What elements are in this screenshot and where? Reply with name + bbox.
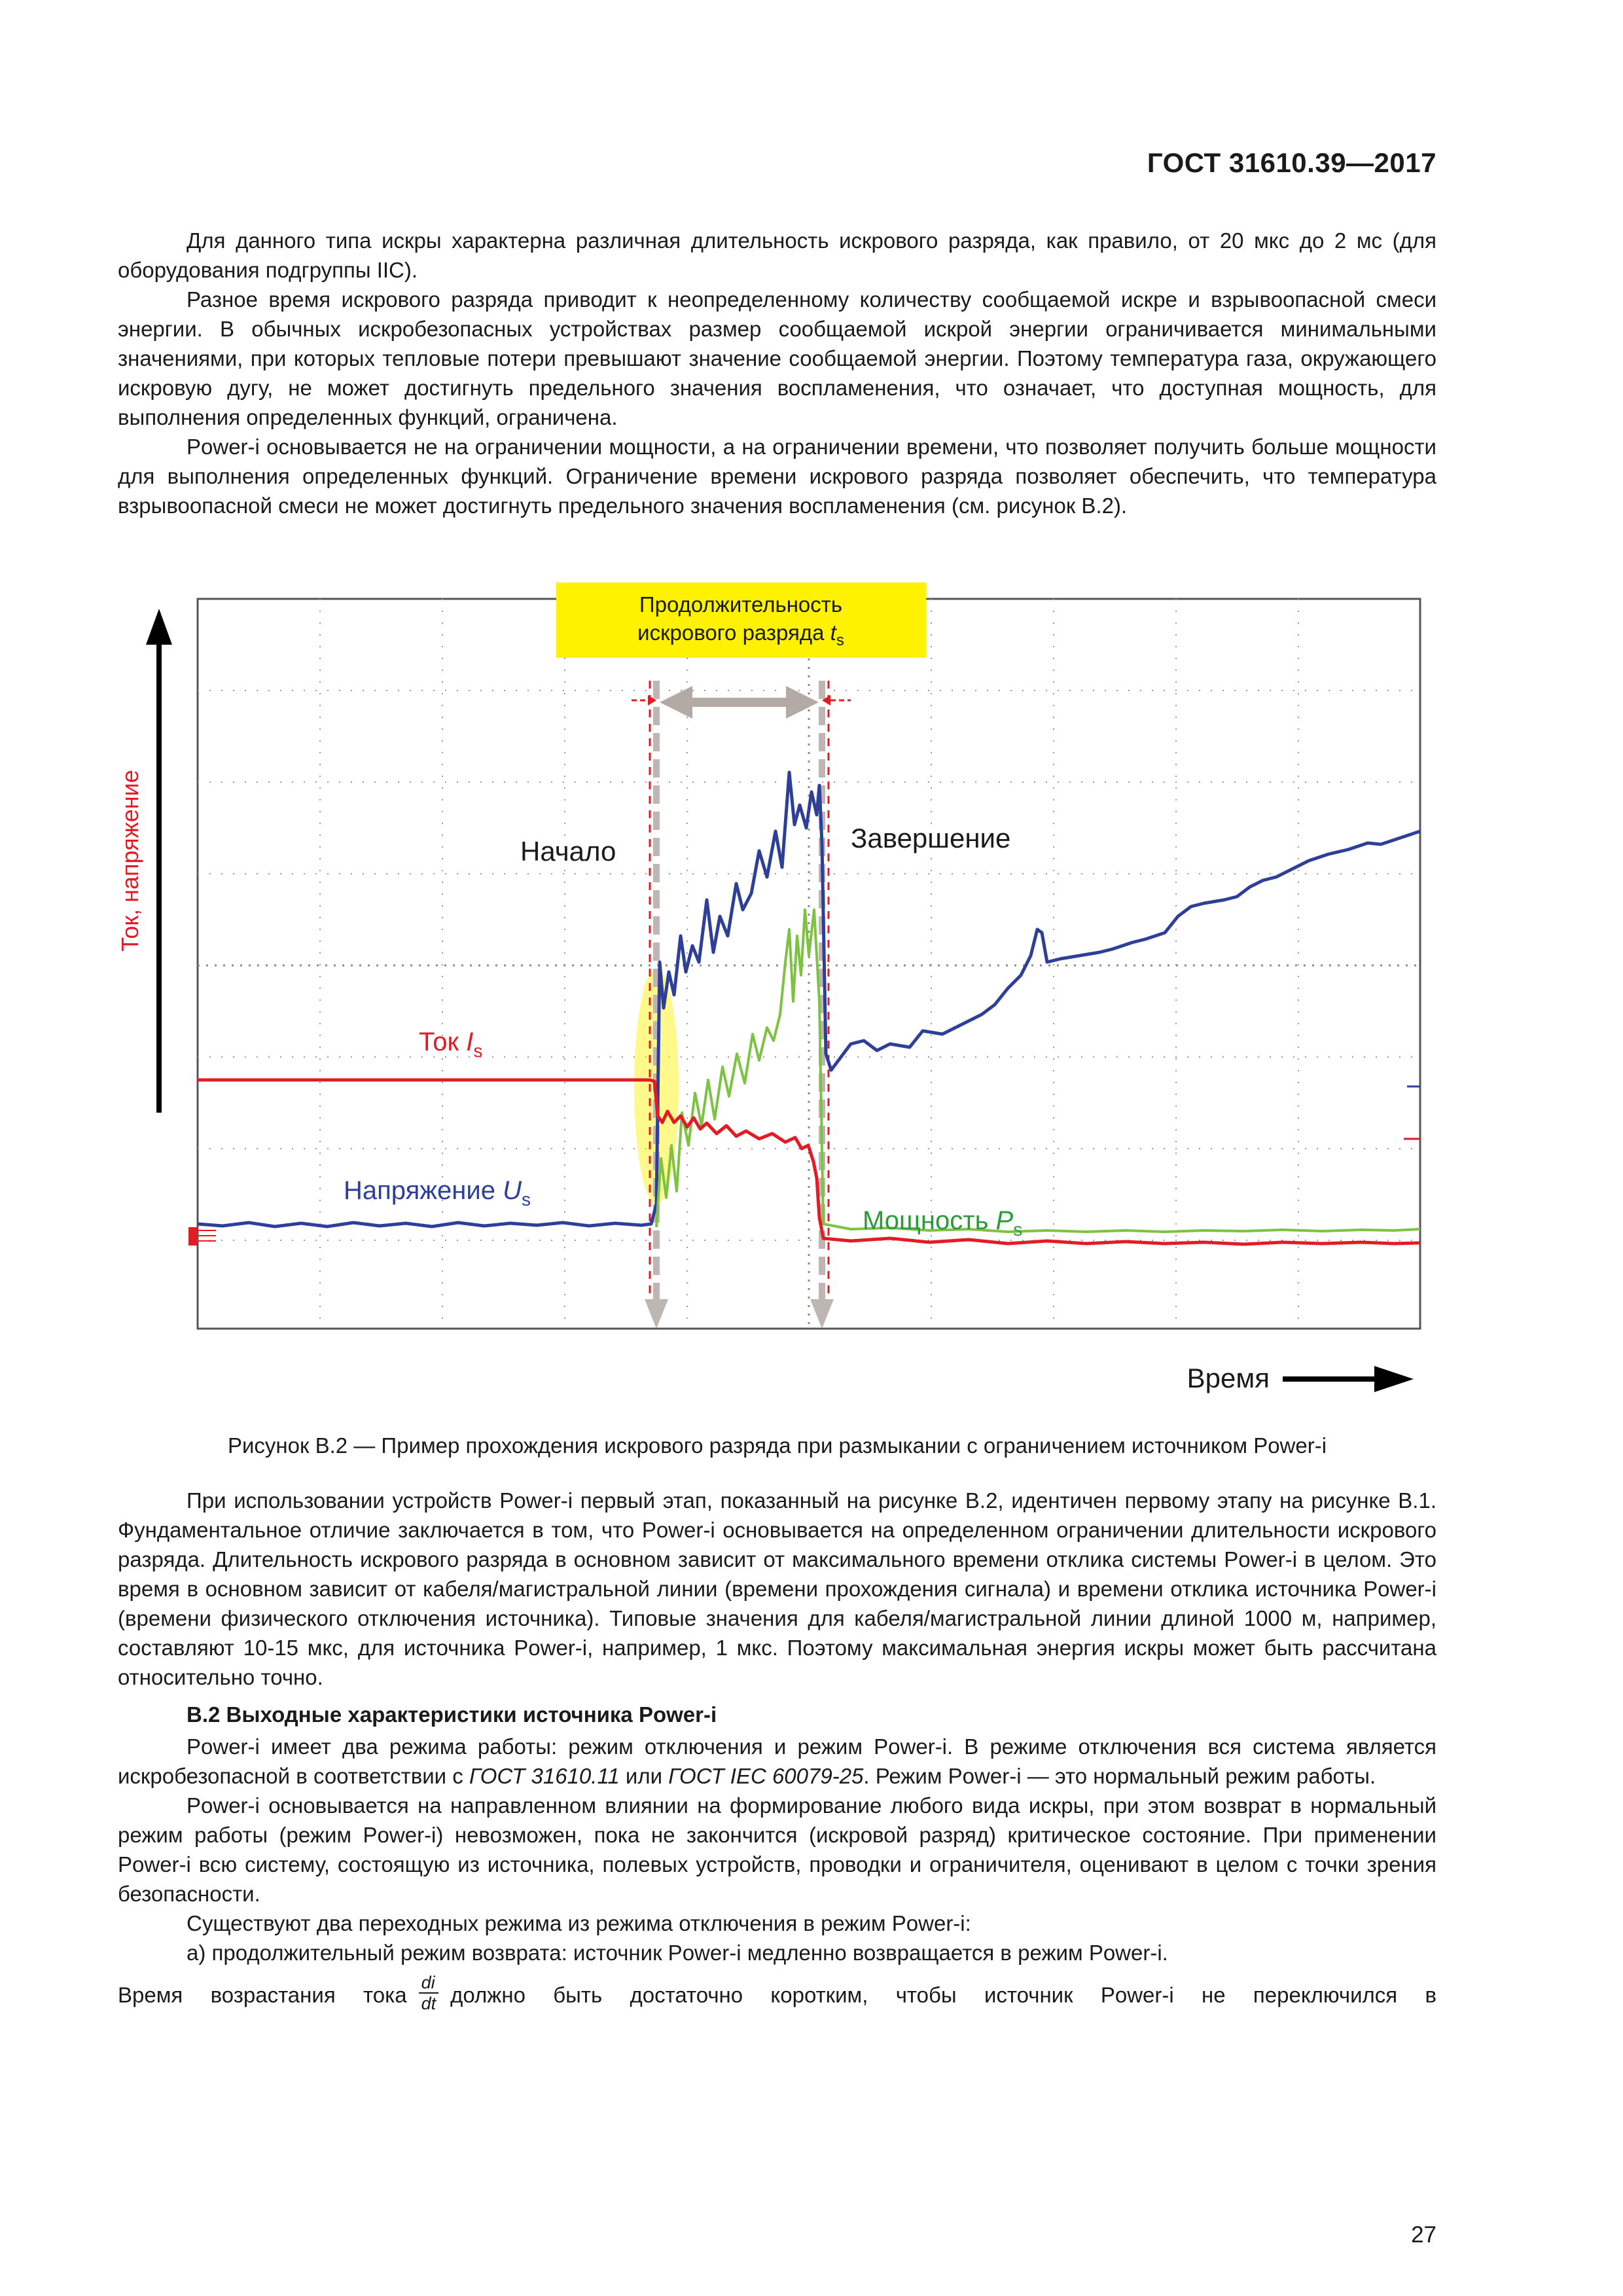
paragraph: Power-i основывается на направленном влиянии на формирование любого вида искры, при этом возврат в нормальный режим работы (режим Power-i) невозможен, пока не закончится (искровой разряд) критическое состояние. При применении Power-i всю систему, состоящую из источника, полевых устройств, проводки и ограничителя, оценивают в целом с точки зрения безопасности. bbox=[118, 1793, 1436, 1906]
current-label: Ток $I_s$ bbox=[419, 1028, 483, 1061]
intro-text-block bbox=[118, 226, 1436, 520]
standard-reference: ГОСТ IEC 60079-25 bbox=[668, 1764, 864, 1788]
section-heading: В.2 Выходные характеристики источника Power-i bbox=[187, 1702, 717, 1727]
paragraph: Разное время искрового разряда приводит к неопределенному количеству сообщаемой искре и взрывоопасной смеси энергии. В обычных искробезопасных устройствах размер сообщаемой искрой энергии ограничивается минимальными значениями, при которых тепловые потери превышают значение сообщаемой энергии. Поэтому температура газа, окружающего искровую дугу, не может достигнуть предельного значения воспламенения, что означает, что доступная мощность, для выполнения определенных функций, ограничена. bbox=[118, 287, 1436, 429]
paragraph: При использовании устройств Power-i первый этап, показанный на рисунке В.2, идентичен первому этапу на рисунке В.1. Фундаментальное отличие заключается в том, что Power-i основывается на определенном ограничении длительности искрового разряда. Длительность искрового разряда в основном зависит от максимального времени отклика системы Power-i в целом. Это время в основном зависит от кабеля/магистральной линии (времени прохождения сигнала) и времени отклика источника Power-i (времени физического отключения источника). Типовые значения для кабеля/магистральной линии длиной 1000 м, например, составляют 10-15 мкс, для источника Power-i, например, 1 мкс. Поэтому максимальная энергия искры может быть рассчитана относительно точно. bbox=[118, 1488, 1436, 1689]
duration-label-line2: искрового разряда $t_s$ bbox=[637, 620, 844, 649]
paragraph: Power-i имеет два режима работы: режим отключения и режим Power-i. В режиме отключения вся система является искробезопасной в соответствии с ГОСТ 31610.11 или ГОСТ IEC 60079-25. Режим Power-i — это нормальный режим работы. bbox=[118, 1734, 1436, 1788]
list-item: а) продолжительный режим возврата: источник Power-i медленно возвращается в режим Power-i. bbox=[187, 1941, 1168, 1965]
x-axis-label: Время bbox=[1186, 1363, 1270, 1393]
duration-label-box bbox=[556, 583, 926, 658]
duration-label-line1: Продолжительность bbox=[639, 592, 843, 617]
oscillogram-figure bbox=[0, 569, 1623, 1420]
paragraph: Для данного типа искры характерна различная длительность искрового разряда, как правило, от 20 мкс до 2 мс (для оборудования подгруппы IIC). bbox=[118, 228, 1436, 282]
power-label: Мощность $P_s$ bbox=[863, 1206, 1023, 1240]
paragraph: Существуют два переходных режима из режима отключения в режим Power-i: bbox=[187, 1911, 971, 1935]
document-code-header: ГОСТ 31610.39—2017 bbox=[1147, 147, 1436, 178]
di-dt-fraction: $\frac{di}{dt}$ bbox=[419, 1973, 439, 2013]
paragraph: Power-i основывается не на ограничении мощности, а на ограничении времени, что позволяет получить больше мощности для выполнения определенных функций. Ограничение времени искрового разряда позволяет обеспечить, что температура взрывоопасной смеси не может достигнуть предельного значения воспламенения (см. рисунок В.2). bbox=[118, 435, 1436, 518]
figure-caption: Рисунок В.2 — Пример прохождения искрового разряда при размыкании с ограничением источником Power-i bbox=[227, 1433, 1327, 1458]
end-label: Завершение bbox=[851, 823, 1011, 853]
y-axis-label: Ток, напряжение bbox=[116, 770, 143, 952]
channel-marker bbox=[188, 1227, 198, 1246]
figure-b2 bbox=[0, 569, 1623, 1420]
standard-reference: ГОСТ 31610.11 bbox=[469, 1764, 620, 1788]
start-label: Начало bbox=[520, 836, 616, 867]
main-text-block bbox=[118, 1486, 1436, 2017]
paragraph-continued: Время возрастания тока $\frac{di}{dt}$ должно быть достаточно коротким, чтобы источник Power-i не переключился в bbox=[118, 1973, 1437, 2013]
page-number: 27 bbox=[1411, 2222, 1436, 2248]
y-axis-arrow bbox=[146, 609, 172, 1113]
voltage-label: Напряжение $U_s$ bbox=[344, 1176, 531, 1210]
plot-frame bbox=[198, 599, 1420, 1329]
x-axis-arrow bbox=[1283, 1366, 1414, 1392]
